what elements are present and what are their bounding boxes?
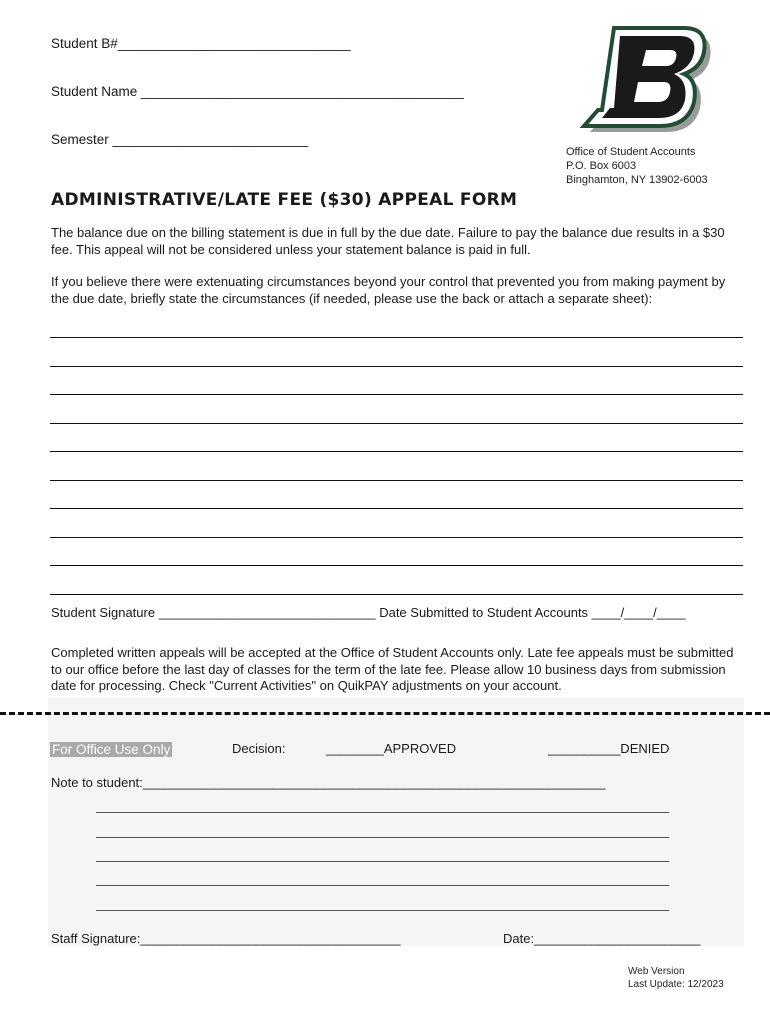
binghamton-b-logo — [580, 22, 720, 140]
semester-field[interactable] — [51, 132, 308, 147]
student-id-field[interactable] — [51, 36, 351, 51]
note-line[interactable] — [96, 837, 669, 838]
instructions-paragraph: If you believe there were extenuating circumstances beyond your control that prevented you from making payment by the due date, briefly state the circumstances (if needed, please use the back or attach a separate sheet): — [51, 274, 726, 306]
form-title: ADMINISTRATIVE/LATE FEE ($30) APPEAL FORM — [51, 190, 518, 210]
approved-option[interactable]: ________APPROVED — [326, 741, 457, 756]
student-id-label: Student B#_______________________________ — [51, 36, 351, 51]
note-line[interactable] — [96, 885, 669, 886]
office-name: Office of Student Accounts — [566, 146, 696, 158]
semester-label: Semester __________________________ — [51, 132, 308, 147]
note-to-student-field[interactable]: Note to student:________________________________________________________________ — [51, 775, 606, 790]
student-signature-label: Student Signature ______________________________ Date Submitted to Student Accounts ____/____/____ — [51, 605, 686, 620]
answer-line — [50, 480, 743, 481]
answer-line — [50, 594, 743, 595]
last-update-label: Last Update: 12/2023 — [628, 979, 724, 990]
office-use-label: For Office Use Only — [52, 742, 171, 757]
intro-paragraph: The balance due on the billing statement is due in full by the due date. Failure to pay the balance due results in a $30 fee. This appeal will not be considered unless your statement balance is paid in full. — [51, 225, 725, 257]
cut-line — [0, 712, 770, 715]
student-name-field[interactable] — [51, 84, 464, 99]
office-date-field[interactable]: Date:_______________________ — [503, 931, 701, 946]
note-line[interactable] — [96, 910, 669, 911]
answer-line — [50, 337, 743, 338]
footer-version-info — [628, 965, 724, 991]
staff-signature-field[interactable]: Staff Signature:____________________________________ — [51, 931, 401, 946]
answer-line — [50, 366, 743, 367]
answer-line — [50, 423, 743, 424]
note-line[interactable] — [96, 812, 669, 813]
web-version-label: Web Version — [628, 966, 685, 977]
office-address — [566, 145, 708, 187]
note-line[interactable] — [96, 861, 669, 862]
office-use-section — [48, 698, 744, 946]
answer-line — [50, 508, 743, 509]
student-signature-field[interactable] — [51, 605, 686, 620]
office-po-box: P.O. Box 6003 — [566, 160, 637, 172]
answer-line — [50, 537, 743, 538]
denied-option[interactable]: __________DENIED — [548, 741, 670, 756]
completion-note: Completed written appeals will be accepted at the Office of Student Accounts only. Late fee appeals must be submitted to our office before the last day of classes for the term of the late fee. Please allow 10 business days from submission date for processing. Check "Current Activities" on QuikPAY adjustments on your account. — [51, 645, 734, 693]
answer-line — [50, 394, 743, 395]
answer-line — [50, 451, 743, 452]
decision-label: Decision: — [232, 741, 286, 756]
answer-line — [50, 565, 743, 566]
student-name-label: Student Name ___________________________________________ — [51, 84, 464, 99]
office-city: Binghamton, NY 13902-6003 — [566, 174, 708, 186]
